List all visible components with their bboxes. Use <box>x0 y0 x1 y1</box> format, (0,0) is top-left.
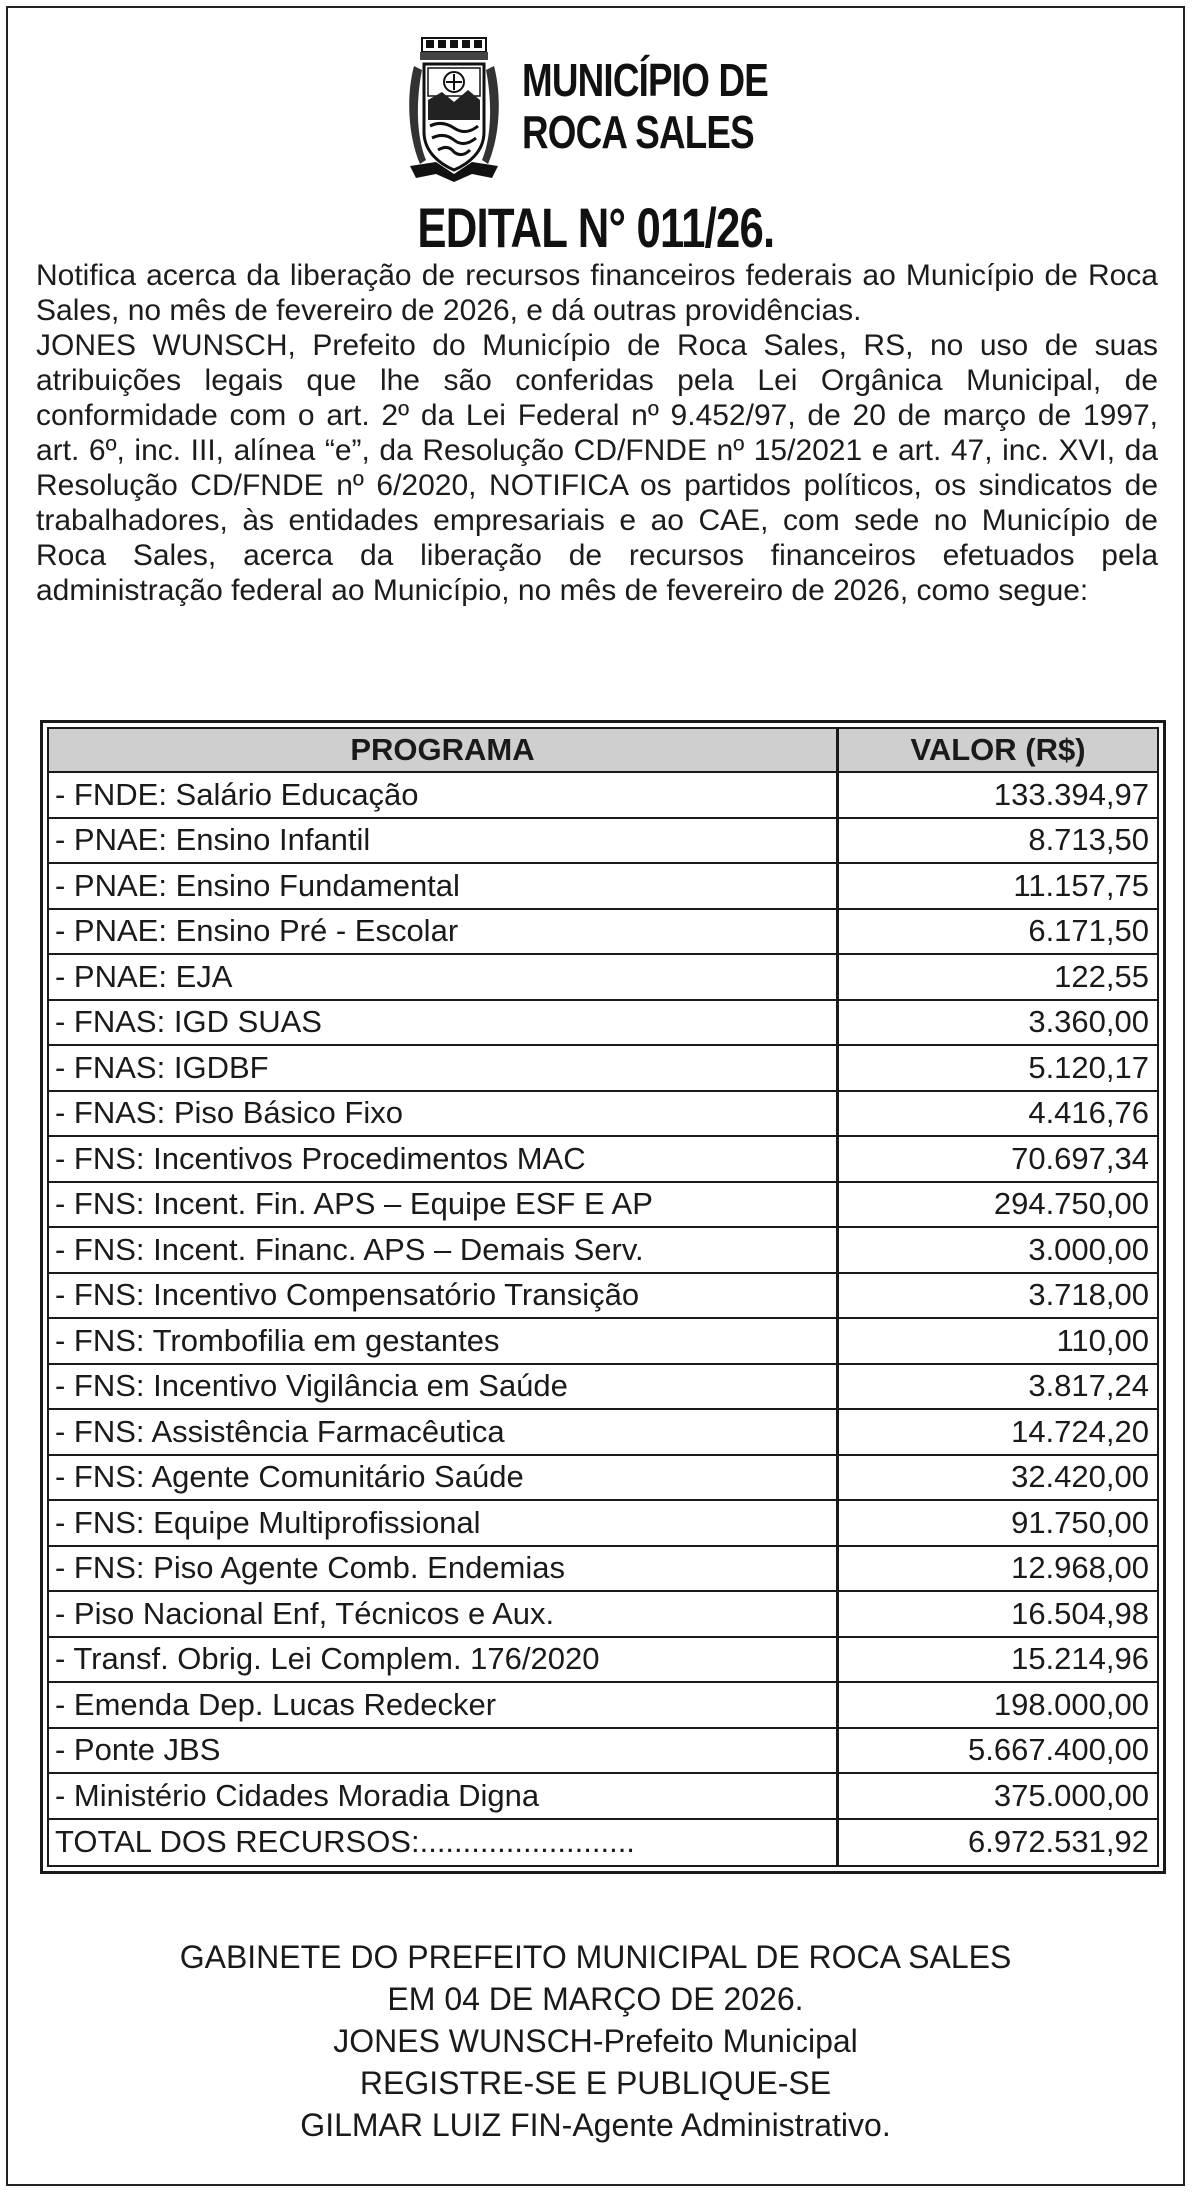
table-row <box>49 1501 1157 1547</box>
value-cell: 3.000,00 <box>1028 1231 1149 1267</box>
edital-title: EDITAL N° 011/26. <box>416 196 775 259</box>
coat-of-arms-icon <box>406 36 502 184</box>
program-cell: - Piso Nacional Enf, Técnicos e Aux. <box>49 1592 839 1636</box>
table-row <box>49 1001 1157 1047</box>
total-value: 6.972.531,92 <box>967 1824 1149 1860</box>
municipality-name <box>522 54 768 158</box>
footer <box>8 1936 1183 2146</box>
table-row <box>49 1683 1157 1729</box>
value-cell: 3.360,00 <box>1028 1004 1149 1040</box>
table-row <box>49 1410 1157 1456</box>
table-row <box>49 1274 1157 1320</box>
program-cell: - FNS: Trombofilia em gestantes <box>49 1319 839 1363</box>
municipality-line-1: MUNICÍPIO DE <box>522 54 768 106</box>
notice-paragraph: JONES WUNSCH, Prefeito do Município de Roca Sales, RS, no uso de suas atribuições legais que lhe são conferidas pela Lei Orgânica Municipal, de conformidade com o art. 2º da Lei Federal nº 9.452/97, de 20 de março de 1997, art. 6º, inc. III, alínea “e”, da Resolução CD/FNDE nº 15/2021 e art. 47, inc. XVI, da Resolução CD/FNDE nº 6/2020, NOTIFICA os partidos políticos, os sindicatos de trabalhadores, às entidades empresariais e ao CAE, com sede no Município de Roca Sales, acerca da liberação de recursos financeiros efetuados pela administração federal ao Município, no mês de fevereiro de 2026, como segue: <box>36 329 1158 607</box>
summary-paragraph: Notifica acerca da liberação de recursos financeiros federais ao Município de Roca Sales, no mês de fevereiro de 2026, e dá outras providências. <box>36 259 1158 327</box>
value-cell: 133.394,97 <box>993 776 1149 812</box>
table-row <box>49 1319 1157 1365</box>
table-row <box>49 1137 1157 1183</box>
value-cell: 12.968,00 <box>1011 1550 1149 1586</box>
value-cell: 15.214,96 <box>1011 1641 1149 1677</box>
value-cell: 32.420,00 <box>1011 1459 1149 1495</box>
program-cell: - Ministério Cidades Moradia Digna <box>49 1774 839 1818</box>
program-cell: - PNAE: EJA <box>49 955 839 999</box>
program-cell: - FNS: Agente Comunitário Saúde <box>49 1456 839 1500</box>
table-row <box>49 1729 1157 1775</box>
program-cell: - PNAE: Ensino Pré - Escolar <box>49 910 839 954</box>
value-cell: 11.157,75 <box>1013 867 1149 903</box>
program-cell: - Transf. Obrig. Lei Complem. 176/2020 <box>49 1638 839 1682</box>
program-cell: - FNS: Incent. Financ. APS – Demais Serv. <box>49 1228 839 1272</box>
table-row <box>49 1092 1157 1138</box>
header <box>8 30 1183 190</box>
program-cell: - FNS: Incent. Fin. APS – Equipe ESF E AP <box>49 1183 839 1227</box>
table-row <box>49 1228 1157 1274</box>
table-row <box>49 773 1157 819</box>
footer-line-3: JONES WUNSCH-Prefeito Municipal <box>333 2023 858 2059</box>
value-cell: 5.667.400,00 <box>967 1732 1149 1768</box>
table-row <box>49 1592 1157 1638</box>
program-cell: - PNAE: Ensino Fundamental <box>49 864 839 908</box>
program-cell: - FNS: Equipe Multiprofissional <box>49 1501 839 1545</box>
resources-table <box>40 720 1166 1874</box>
program-cell: - FNS: Incentivo Compensatório Transição <box>49 1274 839 1318</box>
table-row <box>49 1638 1157 1684</box>
value-cell: 4.416,76 <box>1028 1095 1149 1131</box>
header-value: VALOR (R$) <box>910 732 1086 767</box>
footer-line-1: GABINETE DO PREFEITO MUNICIPAL DE ROCA SALES <box>179 1939 1012 1975</box>
value-cell: 14.724,20 <box>1011 1413 1149 1449</box>
value-cell: 8.713,50 <box>1028 822 1149 858</box>
header-program: PROGRAMA <box>49 729 839 771</box>
table-row <box>49 1456 1157 1502</box>
table-total-row <box>49 1820 1157 1866</box>
program-cell: - FNDE: Salário Educação <box>49 773 839 817</box>
program-cell: - Emenda Dep. Lucas Redecker <box>49 1683 839 1727</box>
value-cell: 70.697,34 <box>1011 1140 1149 1176</box>
program-cell: - PNAE: Ensino Infantil <box>49 819 839 863</box>
table-row <box>49 1046 1157 1092</box>
value-cell: 375.000,00 <box>993 1777 1149 1813</box>
program-cell: - FNAS: Piso Básico Fixo <box>49 1092 839 1136</box>
value-cell: 122,55 <box>1054 958 1149 994</box>
footer-line-5: GILMAR LUIZ FIN-Agente Administrativo. <box>300 2107 891 2143</box>
value-cell: 110,00 <box>1056 1322 1149 1358</box>
table-row <box>49 1183 1157 1229</box>
program-cell: - FNAS: IGDBF <box>49 1046 839 1090</box>
value-cell: 5.120,17 <box>1028 1049 1149 1085</box>
program-cell: - FNS: Incentivo Vigilância em Saúde <box>49 1365 839 1409</box>
value-cell: 91.750,00 <box>1011 1504 1149 1540</box>
value-cell: 3.718,00 <box>1028 1277 1149 1313</box>
program-cell: - FNS: Incentivos Procedimentos MAC <box>49 1137 839 1181</box>
total-label: TOTAL DOS RECURSOS:......................... <box>49 1820 839 1866</box>
footer-line-2: EM 04 DE MARÇO DE 2026. <box>387 1981 804 2017</box>
resources-table-body <box>47 727 1159 1867</box>
value-cell: 3.817,24 <box>1028 1368 1149 1404</box>
program-cell: - FNS: Piso Agente Comb. Endemias <box>49 1547 839 1591</box>
table-row <box>49 819 1157 865</box>
table-row <box>49 1365 1157 1411</box>
value-cell: 6.171,50 <box>1028 913 1149 949</box>
body-text <box>36 258 1158 608</box>
edital-page <box>6 6 1185 2186</box>
value-cell: 16.504,98 <box>1011 1595 1149 1631</box>
table-row <box>49 910 1157 956</box>
table-row <box>49 955 1157 1001</box>
table-row <box>49 1547 1157 1593</box>
table-row <box>49 1774 1157 1820</box>
table-header-row <box>49 729 1157 773</box>
municipality-line-2: ROCA SALES <box>522 106 754 158</box>
value-cell: 198.000,00 <box>993 1686 1149 1722</box>
program-cell: - FNS: Assistência Farmacêutica <box>49 1410 839 1454</box>
program-cell: - FNAS: IGD SUAS <box>49 1001 839 1045</box>
table-row <box>49 864 1157 910</box>
value-cell: 294.750,00 <box>993 1186 1149 1222</box>
program-cell: - Ponte JBS <box>49 1729 839 1773</box>
footer-line-4: REGISTRE-SE E PUBLIQUE-SE <box>359 2065 832 2101</box>
